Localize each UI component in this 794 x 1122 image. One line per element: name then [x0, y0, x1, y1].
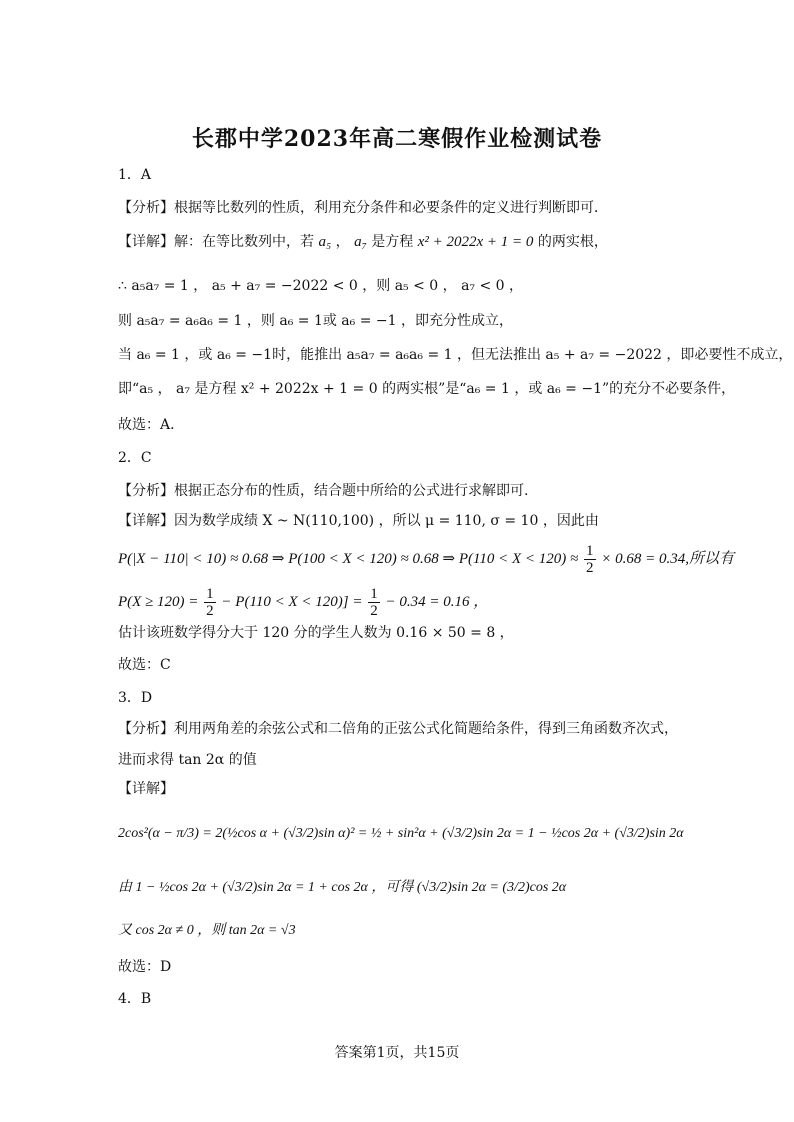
fraction-denominator: 2	[206, 603, 214, 619]
q2-number: 2．C	[118, 450, 152, 466]
q2-eq1-right: × 0.68 = 0.34,所以有	[601, 550, 735, 567]
q4-number: 4．B	[118, 991, 152, 1007]
q3-analysis-1: 【分析】利用两角差的余弦公式和二倍角的正弦公式化简题给条件，得到三角函数齐次式，	[118, 721, 678, 737]
q2-eq2-part-a: P(X ≥ 120) =	[118, 593, 199, 610]
q1-line-4: 当 a₆ = 1 ，或 a₆ = −1时，能推出 a₅a₇ = a₆a₆ = 1 ，但无法推出 a₅ + a₇ = −2022 ，即必要性不成立，	[118, 347, 793, 363]
q2-answer: 故选：C	[118, 657, 171, 673]
fraction-denominator: 2	[586, 560, 594, 576]
q2-equation-2	[118, 586, 488, 619]
q1-detail-a5: a₅	[318, 234, 332, 250]
q2-analysis: 【分析】根据正态分布的性质，结合题中所给的公式进行求解即可.	[118, 483, 529, 499]
page-footer: 答案第1页，共15页	[334, 1045, 460, 1061]
q2-eq1-left: P(|X − 110| < 10) ≈ 0.68 ⇒ P(100 < X < 120) ≈ 0.68 ⇒ P(110 < X < 120) ≈	[118, 550, 579, 567]
q3-equation-2: 由 1 − ½cos 2α + (√3/2)sin 2α = 1 + cos 2α ，可得 (√3/2)sin 2α = (3/2)cos 2α	[118, 880, 567, 895]
q3-detail: 【详解】	[118, 781, 174, 797]
fraction-numerator: 1	[586, 543, 594, 559]
q1-detail-equation: x² + 2022x + 1 = 0	[417, 234, 534, 250]
q2-eq2-fraction-2	[368, 586, 380, 619]
q1-answer: 故选：A．	[118, 417, 185, 433]
q2-eq1-fraction	[584, 543, 596, 576]
q2-detail: 【详解】因为数学成绩 X ~ N(110,100) ，所以 μ = 110, σ = 10 ，因此由	[118, 513, 599, 529]
fraction-numerator: 1	[206, 586, 214, 602]
fraction-numerator: 1	[370, 586, 378, 602]
q1-detail-a7: a₇	[354, 234, 367, 250]
q1-line-5: 即“a₅ ， a₇ 是方程 x² + 2022x + 1 = 0 的两实根”是“a₆ = 1 ，或 a₆ = −1”的充分不必要条件，	[118, 381, 736, 397]
q1-number: 1．A	[118, 167, 152, 183]
q1-detail-sep: ，	[335, 234, 350, 250]
q1-line-2: ∴ a₅a₇ = 1 ， a₅ + a₇ = −2022 < 0 ，则 a₅ < 0 ， a₇ < 0 ，	[118, 278, 524, 294]
q2-eq2-fraction-1	[204, 586, 216, 619]
q3-answer: 故选：D	[118, 959, 172, 975]
q3-analysis-2: 进而求得 tan 2α 的值	[118, 752, 257, 768]
q1-detail-mid: 是方程	[371, 234, 414, 250]
q1-detail-suffix: 的两实根，	[537, 234, 608, 250]
q1-analysis: 【分析】根据等比数列的性质，利用充分条件和必要条件的定义进行判断即可．	[118, 200, 608, 216]
q2-equation-1	[118, 543, 734, 576]
q2-eq2-part-b: − P(110 < X < 120)] =	[221, 593, 363, 610]
q1-detail-prefix: 【详解】解：在等比数列中，若	[118, 234, 314, 250]
page-title: 长郡中学2023年高二寒假作业检测试卷	[191, 126, 603, 152]
q3-equation-1: 2cos²(α − π/3) = 2(½cos α + (√3/2)sin α)² = ½ + sin²α + (√3/2)sin 2α = 1 − ½cos 2α + (√3/2)sin 2α	[118, 826, 684, 841]
q1-detail	[118, 233, 608, 251]
fraction-denominator: 2	[370, 603, 378, 619]
q2-estimate: 估计该班数学得分大于 120 分的学生人数为 0.16 × 50 = 8 ，	[118, 625, 514, 641]
q3-equation-3: 又 cos 2α ≠ 0 ，则 tan 2α = √3	[118, 923, 296, 938]
q3-number: 3．D	[118, 690, 153, 706]
q1-line-3: 则 a₅a₇ = a₆a₆ = 1 ，则 a₆ = 1或 a₆ = −1 ，即充分性成立，	[118, 313, 513, 329]
q2-eq2-part-c: − 0.34 = 0.16 ，	[385, 593, 489, 610]
